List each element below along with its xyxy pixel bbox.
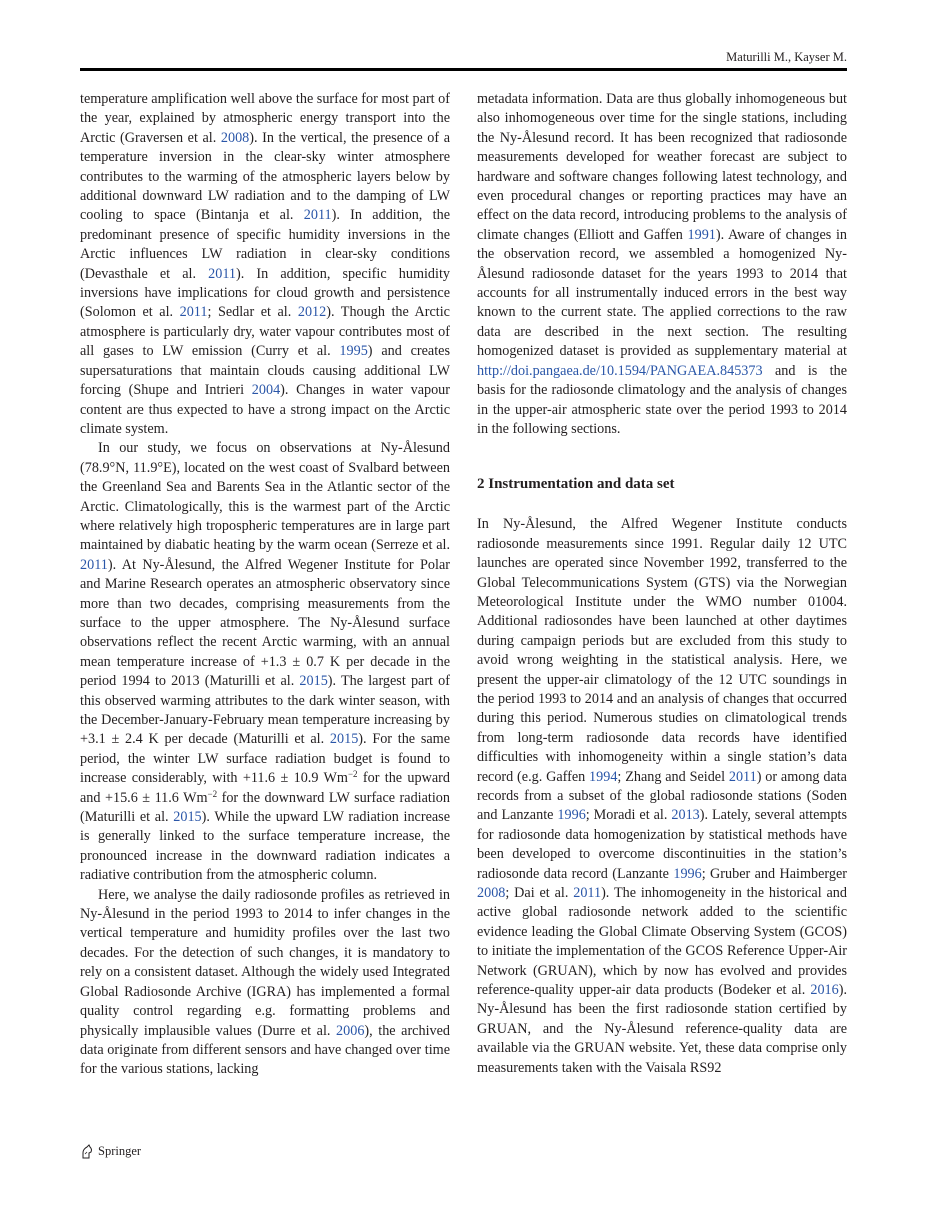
citation-link[interactable]: 2006 [336, 1022, 365, 1039]
superscript: −2 [347, 769, 358, 780]
citation-link[interactable]: 2016 [810, 982, 839, 999]
citation-link[interactable]: 2011 [573, 885, 602, 902]
text-run: ) and creates supersaturations that maintain clouds causing additional LW forcing (Shupe and Intrieri [80, 343, 450, 399]
citation-link[interactable]: 2015 [299, 673, 328, 690]
citation-link[interactable]: 2011 [208, 265, 237, 282]
citation-link[interactable]: 2011 [80, 556, 108, 573]
text-run: ; Dai et al. [505, 885, 574, 902]
text-run: for the downward LW surface radiation (Maturilli et al. [80, 789, 450, 826]
paragraph [80, 90, 450, 439]
right-column [477, 90, 847, 1078]
text-run: ). While the upward LW radiation increase is generally linked to the surface temperature increase, the pronounced increase in the downward radiation indicates a radiative contribution from the atmospheric column. [80, 809, 450, 884]
text-run: ; Sedlar et al. [207, 304, 298, 321]
header-rule [80, 68, 847, 71]
citation-link[interactable]: 2011 [303, 207, 332, 224]
citation-link[interactable]: 1995 [339, 343, 368, 360]
running-head: Maturilli M., Kayser M. [726, 50, 847, 64]
text-run: ; Zhang and Seidel [617, 768, 729, 785]
text-run: ). In addition, the predominant presence of specific humidity inversions in the Arctic influences LW radiation in clear-sky conditions (Devasthale et al. [80, 207, 450, 282]
text-run: ). Lately, several attempts for radiosonde data homogenization by statistical methods have been developed to overcome discontinuities in the station’s radiosonde data record (Lanzante [477, 807, 848, 882]
citation-link[interactable]: 2008 [220, 129, 250, 146]
section-heading: 2 Instrumentation and data set [477, 476, 675, 493]
text-run: ). The inhomogeneity in the historical and active global radiosonde network added to the scientific evidence leading the Global Climate Observing System (GCOS) to initiate the implementation of the GCOS Reference Upper-Air Network (GRUAN), which by now has evolved and provides reference-quality upper-air data products (Bodeker et al. [477, 885, 847, 999]
citation-link[interactable]: 1994 [589, 768, 618, 785]
citation-link[interactable]: 1996 [673, 865, 702, 882]
springer-horse-icon [80, 1144, 94, 1159]
text-run: ). For the same period, the winter LW surface radiation budget is found to increase considerably, with +11.6 ± 10.9 Wm [80, 731, 451, 787]
superscript: −2 [207, 788, 218, 799]
paragraph [477, 515, 847, 1078]
text-run: ). Though the Arctic atmosphere is particularly dry, water vapour contributes most of all gases to LW emission (Curry et al. [80, 304, 450, 360]
text-run: ), the archived data originate from different sensors and have changed over time for the various stations, lacking [80, 1022, 450, 1078]
footer [80, 1144, 141, 1159]
text-run: temperature amplification well above the surface for most part of the year, explained by atmospheric energy transport into the Arctic (Graversen et al. [80, 91, 450, 146]
text-run: In our study, we focus on observations at Ny-Ålesund (78.9°N, 11.9°E), located on the west coast of Svalbard between the Greenland Sea and Barents Sea in the Atlantic sector of the Arctic. Climatologically, this is the warmest part of the Arctic where relatively high tropospheric temperatures are in large part maintained by diabatic heating by the warm ocean (Serreze et al. [80, 440, 450, 554]
citation-link[interactable]: 2008 [477, 885, 506, 902]
text-run: for the upward and +15.6 ± 11.6 Wm [80, 770, 450, 806]
citation-link[interactable]: 2011 [179, 304, 208, 321]
text-run: ). At Ny-Ålesund, the Alfred Wegener Institute for Polar and Marine Research operates an atmospheric observatory since more than two decades, comprising measurements from the surface to the upper atmosphere. The Ny-Ålesund surface observations reflect the recent Arctic warming, with an annual mean temperature increase of +1.3 ± 0.7 K per decade in the period 1994 to 2013 (Maturilli et al. [80, 556, 450, 690]
text-run: ) or among data records from a subset of the global radiosonde stations (Soden and Lanzante [477, 768, 847, 824]
text-run: metadata information. Data are thus globally inhomogeneous but also inhomogeneous over time for the single stations, including the Ny-Ålesund record. It has been recognized that radiosonde measurements developed for weather forecast are subject to hardware and software changes following latest technology, and even procedural changes or reporting practices may have an effect on the data record, introducing problems to the analysis of climate changes (Elliott and Gaffen [477, 91, 847, 243]
citation-link[interactable]: 2004 [251, 382, 281, 399]
citation-link[interactable]: 2011 [728, 768, 757, 785]
text-run: ). The largest part of this observed warming attributes to the dark winter season, with the December-January-February mean temperature increasing by +3.1 ± 2.4 K per decade (Maturilli et al. [80, 673, 450, 748]
paragraph [80, 439, 450, 885]
text-run: ; Moradi et al. [585, 807, 672, 824]
citation-link[interactable]: 1996 [557, 807, 586, 824]
paragraph [477, 90, 847, 439]
text-run: ). In the vertical, the presence of a temperature inversion in the clear-sky winter atmosphere contributes to the warming of the atmospheric layers below by additional downward LW radiation and to the damping of LW cooling to space (Bintanja et al. [80, 129, 450, 224]
text-run: ; Gruber and Haimberger [701, 865, 847, 882]
left-column [80, 90, 450, 1080]
citation-link[interactable]: 2013 [671, 807, 700, 824]
text-run: ). In addition, specific humidity inversions have implications for cloud growth and persistence (Solomon et al. [80, 265, 450, 321]
text-run: ). Ny-Ålesund has been the first radiosonde station certified by GRUAN, and the Ny-Ålesund reference-quality data are available via the GRUAN website. Yet, these data comprise only measurements taken with the Vaisala RS92 [477, 982, 847, 1076]
citation-link[interactable]: 2012 [297, 304, 327, 321]
text-run: Here, we analyse the daily radiosonde profiles as retrieved in Ny-Ålesund in the period 1993 to 2014 to infer changes in the vertical temperature and humidity profiles over the last two decades. For the detection of such changes, it is mandatory to rely on a consistent dataset. Although the widely used Integrated Global Radiosonde Archive (IGRA) has implemented a formal quality control regarding e.g. formatting problems and physically implausible values (Durre et al. [80, 886, 450, 1039]
text-run: ). Changes in water vapour content are thus expected to have a strong impact on the Arctic climate system. [80, 382, 450, 437]
publisher-name: Springer [98, 1144, 142, 1158]
text-run: and is the basis for the radiosonde climatology and the analysis of changes in the upper-air atmospheric state over the period 1993 to 2014 in the following sections. [477, 362, 847, 437]
citation-link[interactable]: http://doi.pangaea.de/10.1594/PANGAEA.845373 [477, 362, 763, 379]
text-run: ). Aware of changes in the observation record, we assembled a homogenized Ny-Ålesund radiosonde dataset for the years 1993 to 2014 that accounts for all instrumentally induced errors in the best way known to the current state. The applied corrections to the raw data are described in the next section. The resulting homogenized dataset is provided as supplementary material at [477, 226, 848, 360]
text-run: In Ny-Ålesund, the Alfred Wegener Institute conducts radiosonde measurements since 1991. Regular daily 12 UTC launches are operated since November 1992, transferred to the Global Telecommunications System (GTS) via the Norwegian Meteorological Institute under the WMO number 01004. Additional radiosondes have been launched at other daytimes during campaign periods but are excluded from this study to avoid wrong weighting in the statistical analysis. Here, we present the upper-air climatology of the 12 UTC soundings in the period 1993 to 2014 and an analysis of changes that occurred during this period. Numerous studies on climatological trends from long-term radiosonde data records have identified difficulties with inhomogeneity within a single station’s data record (e.g. Gaffen [477, 516, 847, 785]
citation-link[interactable]: 1991 [687, 226, 716, 243]
citation-link[interactable]: 2015 [173, 809, 202, 826]
paragraph [80, 886, 450, 1080]
citation-link[interactable]: 2015 [329, 731, 359, 748]
